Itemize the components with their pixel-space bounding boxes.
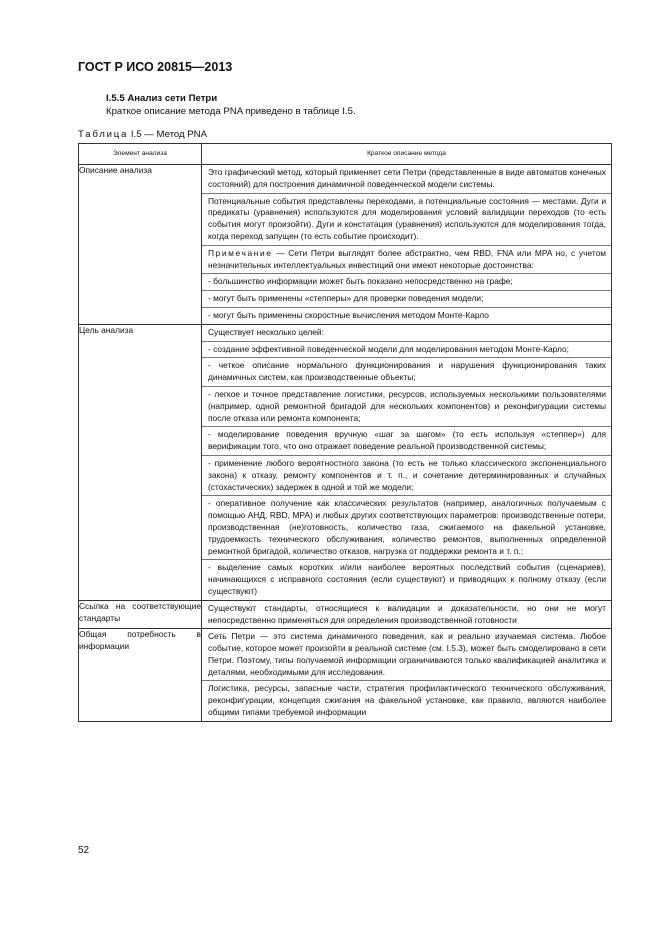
method-table: [78, 143, 612, 722]
paragraph: Это графический метод, который применяет сети Петри (представленные в виде автоматов конечных состояний) для построения динамичной поведенческой модели системы.: [202, 165, 611, 194]
document-header: ГОСТ Р ИСО 20815—2013: [78, 60, 233, 74]
row-label: Ссылка на соответствующие стандарты: [79, 600, 202, 629]
row-content: [202, 324, 612, 600]
list-item: - могут быть применены скоростные вычисления методом Монте-Карло: [208, 309, 489, 320]
row-content: [202, 629, 612, 722]
list-item: - большинство информации может быть показано непосредственно на графе;: [202, 274, 611, 291]
row-content: [202, 165, 612, 325]
list-item: - применение любого вероятностного закона (то есть не только классического экспоненциального закона) к отказу, ремонту компонентов и т. п., и сочетание детерминированных и случайных (стохастических) задержек в одной и той же модели;: [202, 456, 611, 496]
table-header-row: [79, 144, 612, 165]
list-item: - создание эффективной поведенческой модели для моделирования методом Монте-Карло;: [202, 342, 611, 359]
table-row: [79, 324, 612, 600]
row-label: Описание анализа: [79, 165, 202, 325]
table-caption-label: Таблица: [78, 129, 129, 140]
paragraph: Сеть Петри — это система динамичного поведения, как и реально изучаемая система. Любое событие, которое может произойти в реальной системе (см. I.5.3), может быть смоделировано в сети Петри. Поэтому, типы получаемой информации ограничиваются только квалификацией аналитика и деталями, необходимыми для исследования.: [202, 629, 611, 681]
section-intro: Краткое описание метода PNA приведено в таблице I.5.: [106, 106, 356, 117]
list-item: - оперативное получение как классических результатов (например, аналогичных получаемым с помощью АНД, RBD, MPA) и любых других соответствующих параметров: производственные потери, производственная (не)готовность, количество газа, сжигаемого на факельной установке, трудоемкость технического обслуживания, количество ремонтов, выполненных определенной ремонтной бригадой, количество отказов, нагрузка от поддержки ремонта и т. п.;: [202, 496, 611, 560]
row-label: Цель анализа: [79, 324, 202, 600]
paragraph: Существуют стандарты, относящиеся к валидации и доказательности, но они не могут непосредственно применяться для определения производственной готовности: [208, 602, 606, 625]
section-title: I.5.5 Анализ сети Петри: [106, 93, 218, 104]
table-caption: [78, 129, 207, 140]
page-number: 52: [78, 845, 90, 856]
note-paragraph: [202, 246, 611, 275]
note-text: Сети Петри выглядят более абстрактно, чем RBD, FNA или MPA но, с учетом незначительных интеллектуальных инвестиций они имеют некоторые достоинства:: [208, 247, 606, 270]
list-item: - выделение самых коротких и/или наиболее вероятных последствий события (сценариев), начинающихся с исправного состояния (если существуют) и приводящих к полному отказу (если существуют): [208, 562, 606, 596]
table-row: [79, 629, 612, 722]
table-row: [79, 165, 612, 325]
list-item: - могут быть применены «степперы» для проверки поведения модели;: [202, 291, 611, 308]
section-block: [106, 92, 356, 118]
note-dash: —: [272, 247, 289, 258]
paragraph: Потенциальные события представлены переходами, а потенциальные состояния — местами. Дуги и предикаты (уравнения) используются для моделирования условий валидации переходов (то есть события могут произойти). Дуги и констатация (уравнения) используются для моделирования тогда, когда переход запущен (то есть событие происходит).: [202, 194, 611, 246]
row-label: Общая потребность в информации: [79, 629, 202, 722]
paragraph: Логистика, ресурсы, запасные части, стратегия профилактического технического обслуживания, реконфигурации, концепция сжигания на факельной установке, как правило, являются наиболее общими типами требуемой информации: [208, 683, 606, 718]
col-header-description: Краткое описание метода: [202, 144, 612, 165]
table-caption-text: I.5 — Метод PNA: [128, 129, 207, 140]
row-content: [202, 600, 612, 629]
note-label: Примечание: [208, 247, 273, 258]
list-item: - четкое описание нормального функционирования и нарушения функционирования таких динамичных систем, как производственные объекты;: [202, 358, 611, 387]
list-item: - легкое и точное представление логистики, ресурсов, используемых несколькими пользователями (например, одной ремонтной бригадой для нескольких компонентов) и реконфигурации системы после отказа или ремонта компонента;: [202, 387, 611, 427]
list-item: - моделирование поведения вручную «шаг за шагом» (то есть используя «степпер») для верификации того, что оно отражает поведение реальной производственной системы;: [202, 427, 611, 456]
col-header-element: Элемент анализа: [79, 144, 202, 165]
table-row: [79, 600, 612, 629]
paragraph: Существует несколько целей:: [202, 325, 611, 342]
